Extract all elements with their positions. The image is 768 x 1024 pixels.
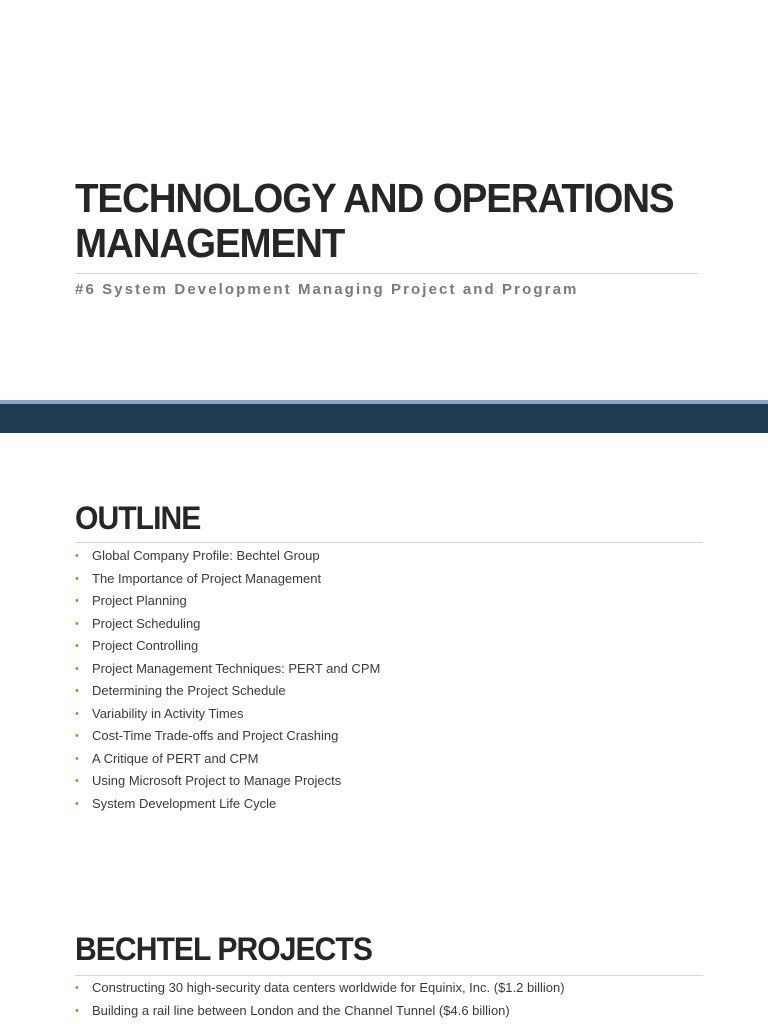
outline-item-text: The Importance of Project Management: [92, 570, 322, 586]
outline-item: [75, 770, 380, 793]
bullet-icon: •: [75, 685, 79, 697]
slide-separator: [0, 400, 768, 433]
outline-item-text: Project Controlling: [92, 638, 199, 653]
outline-item-text: Determining the Project Schedule: [92, 683, 286, 698]
bullet-icon: •: [75, 1004, 79, 1017]
outline-item: [75, 568, 380, 591]
outline-item-text: Project Management Techniques: PERT and CPM: [92, 660, 381, 676]
outline-divider: [75, 542, 703, 543]
outline-item-text: Variability in Activity Times: [92, 705, 244, 721]
bullet-icon: •: [75, 775, 79, 787]
outline-item: [75, 545, 380, 568]
bullet-icon: •: [75, 572, 79, 585]
outline-item-text: Global Company Profile: Bechtel Group: [92, 548, 320, 563]
outline-item: [75, 725, 380, 748]
bullet-icon: •: [75, 595, 79, 607]
bullet-icon: •: [75, 617, 79, 630]
title-slide: [0, 0, 768, 400]
bechtel-item: [75, 977, 565, 1000]
outline-list: [75, 545, 380, 815]
outline-item-text: Project Scheduling: [92, 615, 201, 631]
bullet-icon: •: [75, 797, 79, 810]
outline-item: [75, 635, 380, 658]
outline-item: [75, 793, 380, 816]
bullet-icon: •: [75, 982, 79, 994]
bechtel-divider: [75, 975, 703, 976]
outline-item-text: System Development Life Cycle: [92, 795, 277, 811]
outline-item-text: Cost-Time Trade-offs and Project Crashing: [92, 728, 339, 743]
outline-item: [75, 658, 380, 681]
outline-item-text: A Critique of PERT and CPM: [92, 750, 259, 766]
bullet-icon: •: [75, 730, 79, 742]
bullet-icon: •: [75, 662, 79, 675]
bechtel-slide: [0, 873, 768, 1024]
page-title: TECHNOLOGY AND OPERATIONS MANAGEMENT: [75, 175, 674, 266]
bullet-icon: •: [75, 550, 79, 562]
outline-item: [75, 703, 380, 726]
bechtel-heading: BECHTEL PROJECTS: [75, 931, 372, 967]
bechtel-list: [75, 977, 565, 1022]
slide-separator-band: [0, 404, 768, 433]
outline-item: [75, 613, 380, 636]
bullet-icon: •: [75, 640, 79, 652]
outline-item-text: Project Planning: [92, 593, 187, 608]
outline-item: [75, 680, 380, 703]
title-divider: [75, 273, 698, 274]
page-subtitle: #6 System Development Managing Project and Program: [75, 281, 579, 298]
bullet-icon: •: [75, 752, 79, 765]
outline-heading: OUTLINE: [75, 500, 201, 536]
outline-item: [75, 748, 380, 771]
bechtel-item: [75, 1000, 565, 1023]
bechtel-item-text: Building a rail line between London and the Channel Tunnel ($4.6 billion): [92, 1002, 510, 1018]
outline-slide: [0, 433, 768, 873]
outline-item: [75, 590, 380, 613]
bechtel-item-text: Constructing 30 high-security data centers worldwide for Equinix, Inc. ($1.2 billion): [92, 980, 565, 995]
bullet-icon: •: [75, 707, 79, 720]
outline-item-text: Using Microsoft Project to Manage Projects: [92, 773, 342, 788]
